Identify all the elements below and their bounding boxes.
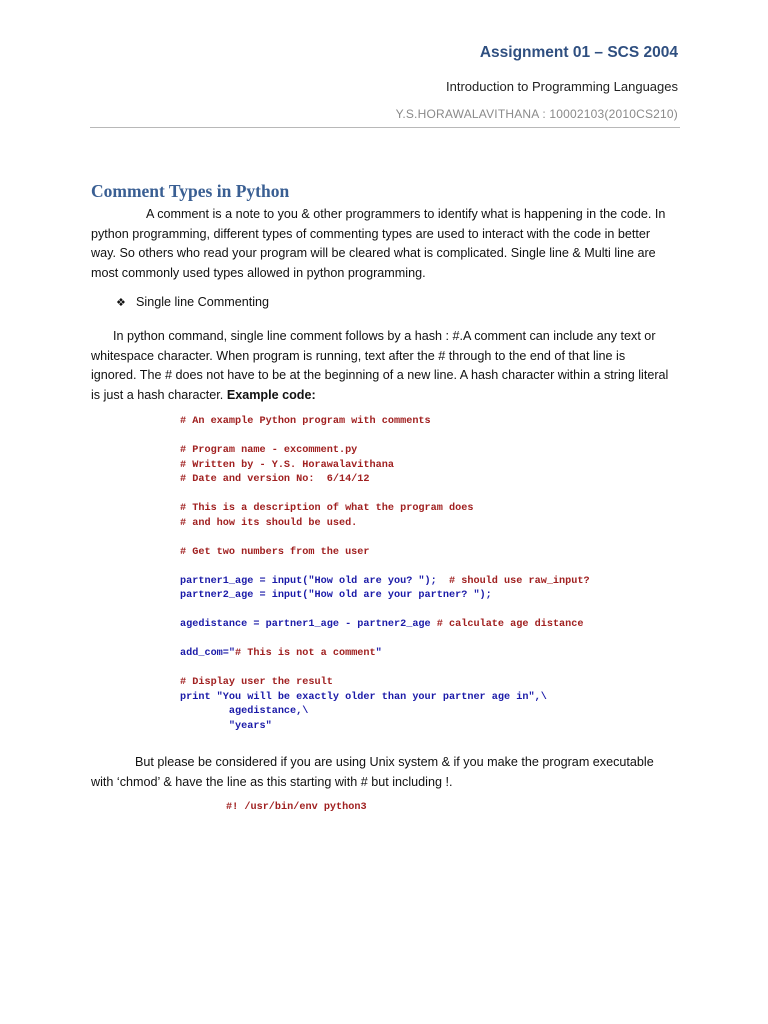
header-divider — [90, 127, 680, 128]
code-statement: agedistance = partner1_age - partner2_age — [180, 619, 437, 630]
code-line: # An example Python program with comments — [180, 416, 431, 427]
paragraph-line — [91, 386, 683, 406]
code-line: "years" — [180, 720, 272, 732]
code-line: # This is a description of what the program does — [180, 503, 474, 514]
code-statement: add_com=" — [180, 648, 236, 659]
paragraph-line: way. So others who read your program will be cleared what is complicated. Single line & Multi line are — [91, 246, 656, 260]
paragraph-line: ignored. The # does not have to be at the beginning of a new line. A hash character within a string literal — [91, 368, 669, 382]
code-comment: # This is not a comment — [235, 648, 376, 659]
section-title: Comment Types in Python — [91, 181, 290, 201]
code-block — [180, 415, 590, 734]
code-comment: # calculate age distance — [436, 619, 584, 630]
paragraph-line: python programming, different types of commenting types are used to interact with the code in better — [91, 226, 651, 241]
code-line — [180, 647, 590, 662]
single-line-paragraph — [91, 327, 683, 405]
shebang-path: /usr/bin/env python3 — [238, 802, 367, 813]
code-line: # Written by - Y.S. Horawalavithana — [180, 459, 394, 471]
unix-paragraph — [91, 753, 683, 792]
code-statement: partner1_age = input("How old are you? "); — [180, 575, 449, 587]
paragraph-line: whitespace character. When program is running, text after the # through to the end of that line is — [91, 348, 626, 363]
shebang-line — [226, 802, 367, 813]
code-line: # and how its should be used. — [180, 517, 358, 529]
paragraph-line: with ‘chmod’ & have the line as this starting with # but including !. — [91, 774, 453, 789]
code-line: print "You will be exactly older than your partner age in",\ — [180, 691, 547, 703]
code-line — [180, 575, 590, 590]
paragraph-line: In python command, single line comment follows by a hash : #.A comment can include any text or — [113, 329, 656, 343]
code-line: # Display user the result — [180, 677, 333, 688]
course-subtitle: Introduction to Programming Languages — [446, 79, 678, 94]
paragraph-text: is just a hash character. — [91, 387, 227, 402]
code-line: partner2_age = input("How old are your partner? "); — [180, 590, 492, 601]
code-comment: # should use raw_input? — [449, 575, 590, 587]
assignment-title: Assignment 01 – SCS 2004 — [479, 44, 678, 61]
code-line — [180, 618, 590, 633]
intro-paragraph — [91, 205, 683, 283]
code-line: # Date and version No: 6/14/12 — [180, 474, 370, 485]
bullet-label: Single line Commenting — [136, 295, 270, 309]
paragraph-line: most commonly used types allowed in python programming. — [91, 265, 426, 280]
author-line: Y.S.HORAWALAVITHANA : 10002103(2010CS210) — [395, 107, 678, 121]
diamond-bullet-icon: ❖ — [116, 297, 126, 309]
paragraph-line: A comment is a note to you & other programmers to identify what is happening in the code. In — [146, 207, 666, 221]
code-line: # Program name - excomment.py — [180, 445, 358, 456]
paragraph-line: But please be considered if you are using Unix system & if you make the program executable — [135, 755, 654, 769]
bullet-item — [116, 295, 269, 309]
code-line: agedistance,\ — [180, 706, 309, 717]
code-statement: " — [375, 648, 382, 659]
code-line: # Get two numbers from the user — [180, 546, 370, 558]
shebang-hash: #! — [226, 802, 239, 813]
example-code-label: Example code: — [226, 387, 316, 402]
